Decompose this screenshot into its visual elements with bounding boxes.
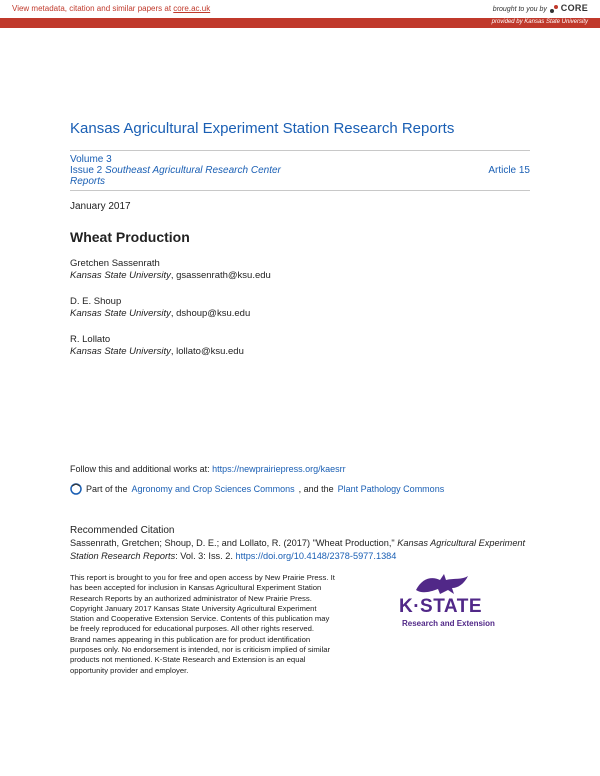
article-link[interactable]: Article 15 — [488, 165, 530, 176]
kstate-logo-subtitle: Research and Extension — [402, 619, 495, 628]
divider — [70, 150, 530, 151]
core-header — [0, 0, 600, 18]
issue-link[interactable]: Issue 2 Southeast Agricultural Research Center — [70, 165, 281, 176]
author-name: Gretchen Sassenrath — [70, 258, 160, 269]
author-block: Gretchen Sassenrath Kansas State University, gsassenrath@ksu.edu — [70, 258, 271, 281]
follow-line: Follow this and additional works at: https://newprairiepress.org/kaesrr — [70, 464, 346, 474]
page-title: Wheat Production — [70, 229, 190, 245]
core-provided-bar — [0, 18, 600, 28]
agronomy-commons-link[interactable]: Agronomy and Crop Sciences Commons — [131, 484, 295, 494]
author-email[interactable]: lollato@ksu.edu — [176, 346, 244, 357]
core-brand[interactable]: brought to you by CORE — [492, 3, 588, 13]
author-block: R. Lollato Kansas State University, lollato@ksu.edu — [70, 334, 244, 357]
commons-network-icon — [70, 483, 82, 495]
core-link[interactable]: core.ac.uk — [173, 4, 211, 13]
recommended-citation-heading: Recommended Citation — [70, 525, 175, 536]
core-logo-icon — [549, 4, 559, 14]
author-name: D. E. Shoup — [70, 296, 122, 307]
journal-title[interactable]: Kansas Agricultural Experiment Station Research Reports — [70, 120, 455, 137]
part-of-line: Part of the Agronomy and Crop Sciences Commons , and the Plant Pathology Commons — [70, 483, 444, 495]
access-notice: This report is brought to you for free and open access by New Prairie Press. It has been accepted for inclusion in Kansas Agricultural Experiment Station Research Reports by an authorized administrator of New Prairie Press. Copyright January 2017 Kansas State University Agricultural Experiment Station and Cooperative Extension Service. Contents of this publication may be freely reproduced for educational purposes. All other rights reserved. Brand names appearing in this publication are for product identification purposes only. No endorsement is intended, nor is criticism implied of similar products not mentioned. K-State Research and Extension is an equal opportunity provider and employer. — [70, 573, 335, 675]
divider — [70, 190, 530, 191]
author-affiliation: Kansas State University — [70, 308, 171, 319]
doi-link[interactable]: https://doi.org/10.4148/2378-5977.1384 — [235, 550, 397, 561]
volume-link[interactable]: Volume 3 — [70, 154, 112, 165]
core-provided-text: provided by Kansas State University — [491, 19, 588, 25]
wildcat-logo-icon — [414, 572, 470, 598]
author-affiliation: Kansas State University — [70, 270, 171, 281]
plant-pathology-commons-link[interactable]: Plant Pathology Commons — [337, 484, 445, 494]
author-affiliation: Kansas State University — [70, 346, 171, 357]
publication-date: January 2017 — [70, 201, 131, 212]
issue-name-cont[interactable]: Reports — [70, 176, 106, 187]
citation-text: Sassenrath, Gretchen; Shoup, D. E.; and Lollato, R. (2017) "Wheat Production," Kansas Agricultural Experiment Station Research Reports: Vol. 3: Iss. 2. https://doi.org/10.4148/2378-5977.1384 — [70, 538, 526, 561]
author-email[interactable]: dshoup@ksu.edu — [176, 308, 251, 319]
author-email[interactable]: gsassenrath@ksu.edu — [176, 270, 271, 281]
follow-url-link[interactable]: https://newprairiepress.org/kaesrr — [212, 464, 346, 474]
author-block: D. E. Shoup Kansas State University, dshoup@ksu.edu — [70, 296, 251, 319]
core-metadata-text: View metadata, citation and similar papers at core.ac.uk — [12, 4, 211, 13]
volume-block — [70, 154, 281, 187]
author-name: R. Lollato — [70, 334, 111, 345]
kstate-logo-text: K·STATE — [399, 596, 483, 617]
